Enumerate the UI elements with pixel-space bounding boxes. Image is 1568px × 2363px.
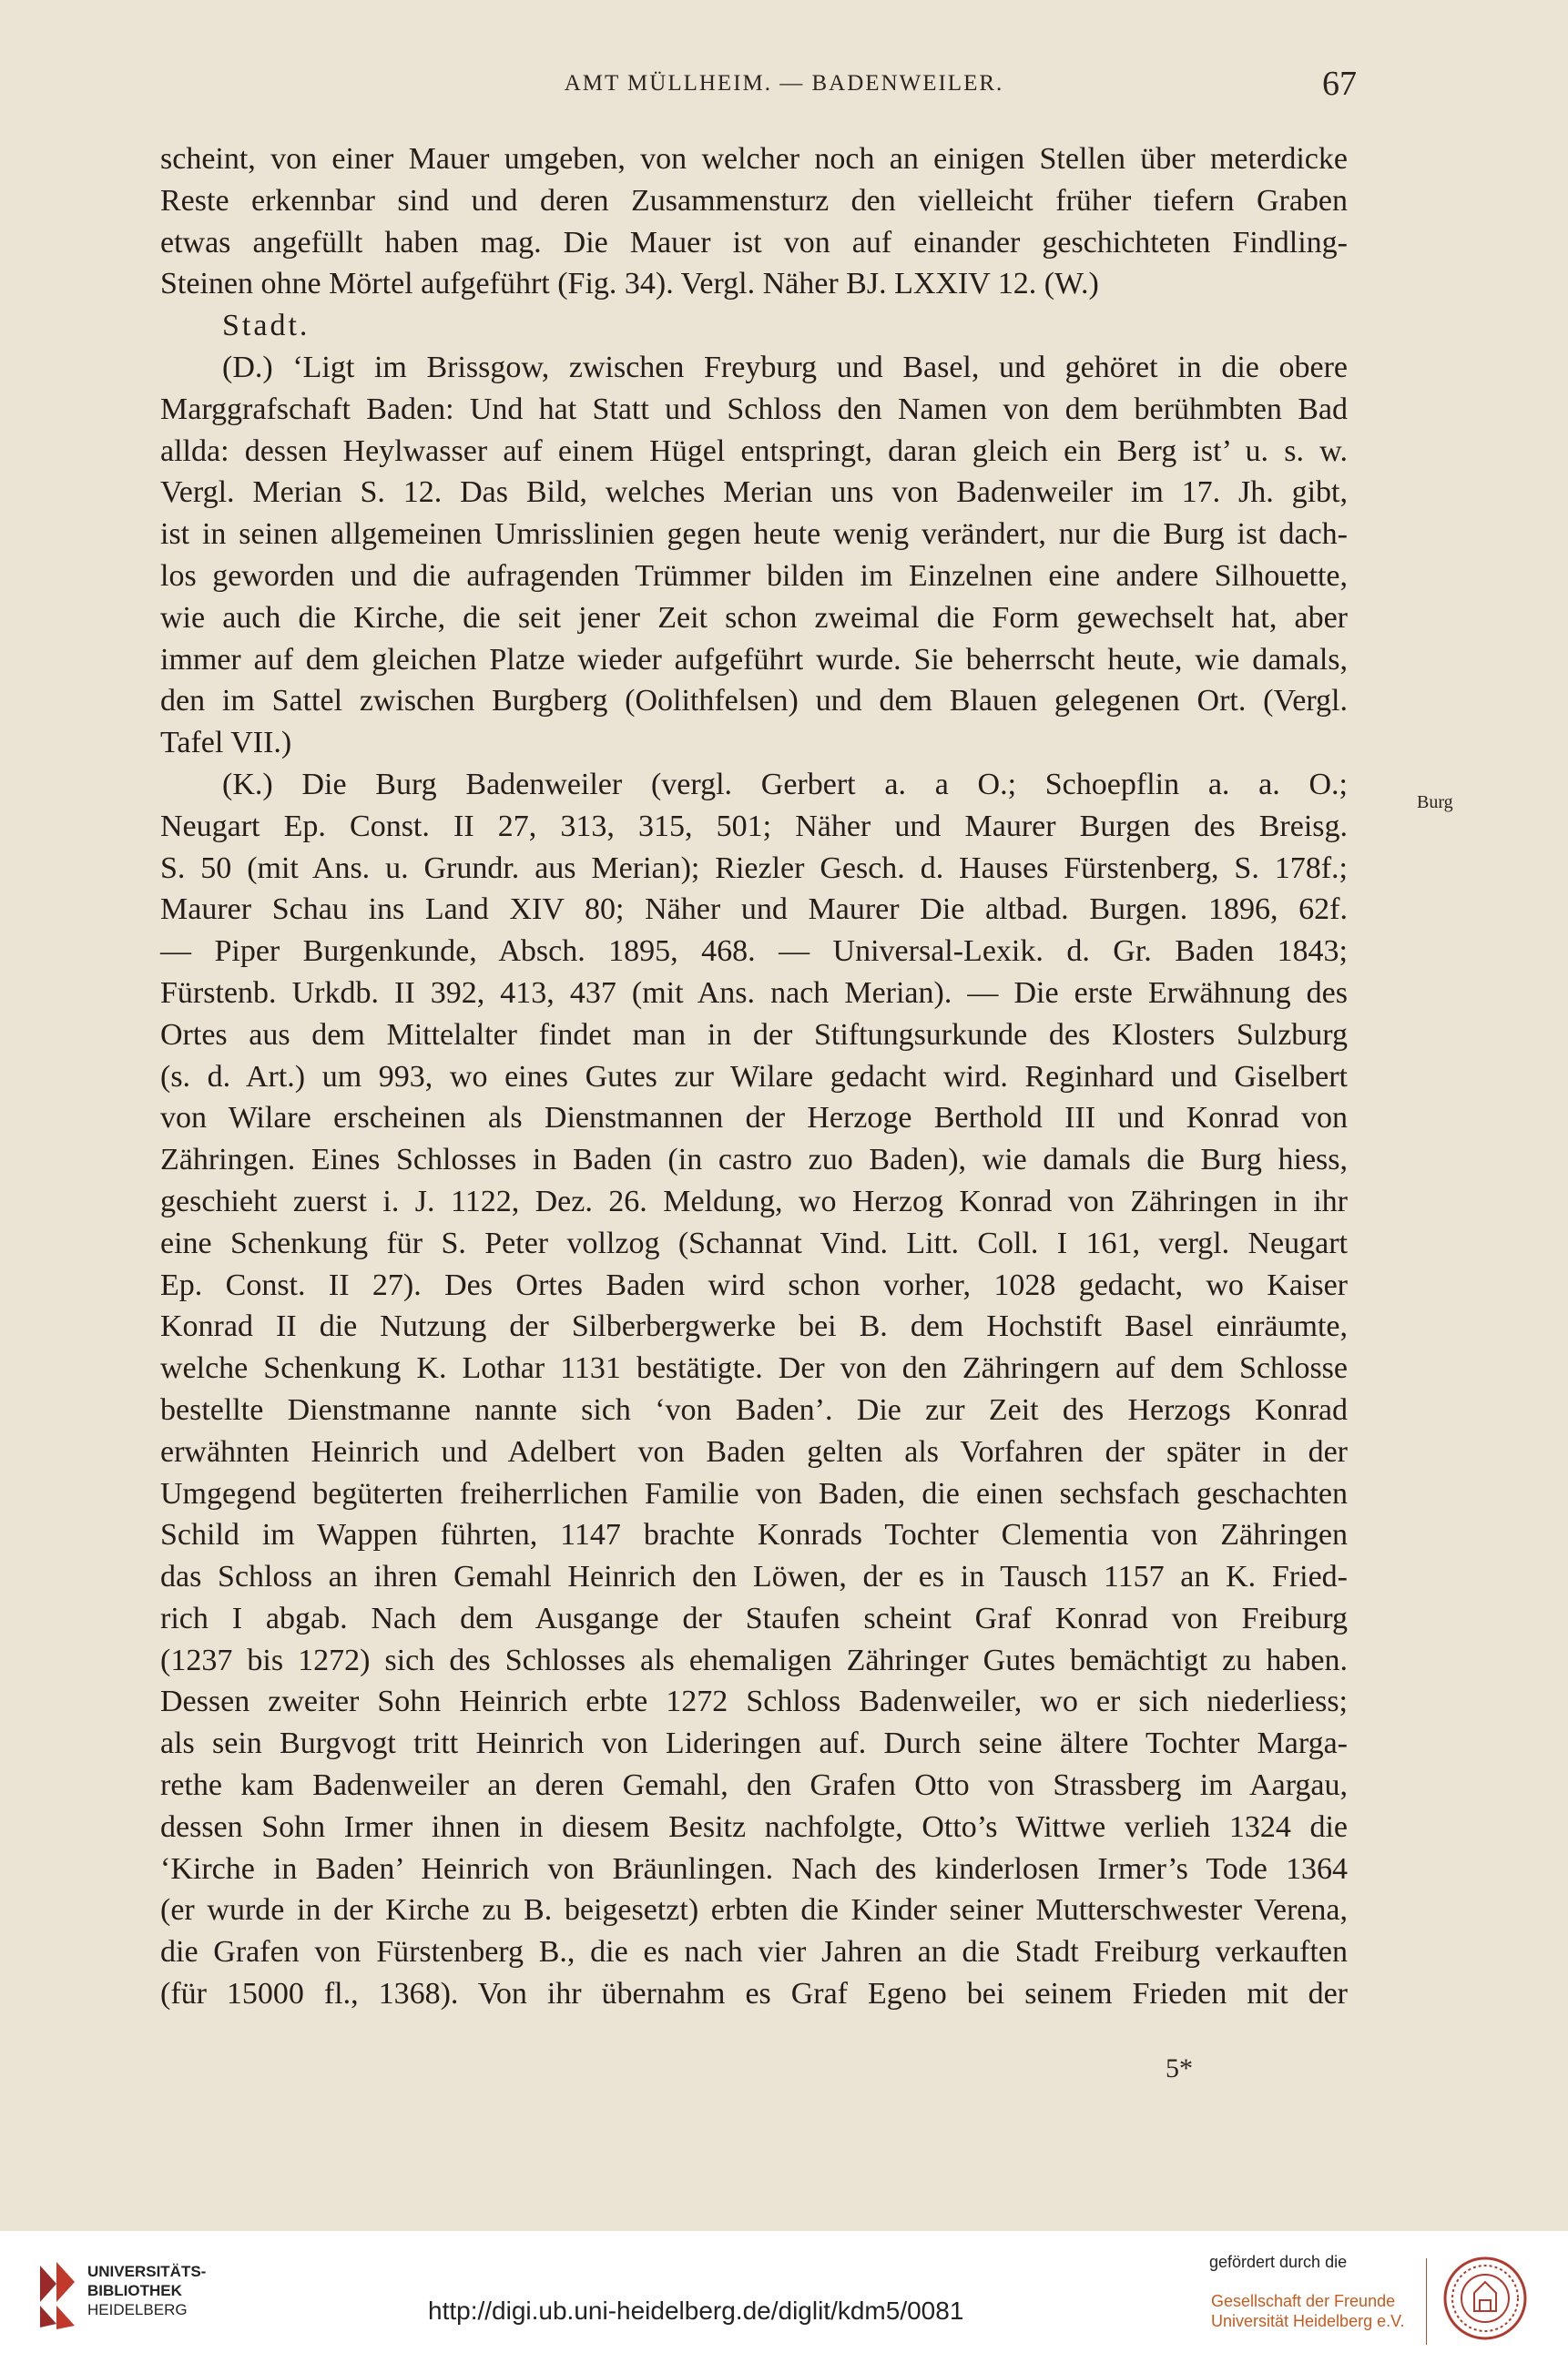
text-line: den im Sattel zwischen Burgberg (Oolithfelsen) und dem Blauen gelegenen Ort. (Vergl. xyxy=(160,684,1348,718)
text-line: Ep. Const. II 27). Des Ortes Baden wird schon vorher, 1028 gedacht, wo Kaiser xyxy=(160,1268,1348,1302)
text-line: bestellte Dienstmanne nannte sich ‘von Baden’. Die zur Zeit des Herzogs Konrad xyxy=(160,1392,1348,1427)
society-name-line: Gesellschaft der Freunde xyxy=(1211,2292,1396,2310)
text-line: rich I abgab. Nach dem Ausgange der Staufen scheint Graf Konrad von Freiburg xyxy=(160,1601,1348,1635)
library-name-line: HEIDELBERG xyxy=(87,2301,188,2318)
text-line: allda: dessen Heylwasser auf einem Hügel entspringt, daran gleich ein Berg ist’ u. s. w. xyxy=(160,433,1348,468)
text-line: Vergl. Merian S. 12. Das Bild, welches Merian uns von Badenweiler im 17. Jh. gibt, xyxy=(160,475,1348,510)
footer-divider xyxy=(1426,2258,1427,2345)
page-number: 67 xyxy=(1322,65,1357,103)
footer-bar xyxy=(0,2231,1568,2363)
text-line: etwas angefüllt haben mag. Die Mauer ist von auf einander geschichteten Findling- xyxy=(160,225,1348,260)
text-line: Konrad II die Nutzung der Silberbergwerke bei B. dem Hochstift Basel einräumte, xyxy=(160,1309,1348,1344)
text-line: (K.) Die Burg Badenweiler (vergl. Gerbert a. a O.; Schoepflin a. a. O.; xyxy=(222,767,1348,801)
text-line: Schild im Wappen führten, 1147 brachte Konrads Tochter Clementia von Zähringen xyxy=(160,1518,1348,1553)
text-line: Neugart Ep. Const. II 27, 313, 315, 501; Näher und Maurer Burgen des Breisg. xyxy=(160,809,1348,843)
text-line: ist in seinen allgemeinen Umrisslinien gegen heute wenig verändert, nur die Burg ist dach- xyxy=(160,517,1348,552)
text-line: Maurer Schau ins Land XIV 80; Näher und Maurer Die altbad. Burgen. 1896, 62f. xyxy=(160,892,1348,927)
text-line: Fürstenb. Urkdb. II 392, 413, 437 (mit Ans. nach Merian). — Die erste Erwähnung des xyxy=(160,975,1348,1010)
text-line: S. 50 (mit Ans. u. Grundr. aus Merian); Riezler Gesch. d. Hauses Fürstenberg, S. 178f.; xyxy=(160,850,1348,885)
text-line: Steinen ohne Mörtel aufgeführt (Fig. 34). Vergl. Näher BJ. LXXIV 12. (W.) xyxy=(160,267,1099,301)
text-line: (er wurde in der Kirche zu B. beigesetzt) erbten die Kinder seiner Mutterschwester Verena, xyxy=(160,1893,1348,1928)
text-line: Tafel VII.) xyxy=(160,726,292,760)
library-logo-icon xyxy=(36,2258,78,2331)
text-line: von Wilare erscheinen als Dienstmannen der Herzoge Berthold III und Konrad von xyxy=(160,1101,1348,1136)
text-line: dessen Sohn Irmer ihnen in diesem Besitz nachfolgte, Otto’s Wittwe verlieh 1324 die xyxy=(160,1809,1348,1844)
text-line: das Schloss an ihren Gemahl Heinrich den Löwen, der es in Tausch 1157 an K. Fried- xyxy=(160,1560,1348,1594)
text-line: welche Schenkung K. Lothar 1131 bestätigte. Der von den Zähringern auf dem Schlosse xyxy=(160,1351,1348,1386)
text-line: los geworden und die aufragenden Trümmer bilden im Einzelnen eine andere Silhouette, xyxy=(160,558,1348,593)
library-name xyxy=(87,2262,206,2319)
text-line: geschieht zuerst i. J. 1122, Dez. 26. Meldung, wo Herzog Konrad von Zähringen in ihr xyxy=(160,1184,1348,1218)
text-line: Umgegend begüterten freiherrlichen Familie von Baden, die einen sechsfach geschachten xyxy=(160,1476,1348,1511)
text-line: ‘Kirche in Baden’ Heinrich von Bräunlingen. Nach des kinderlosen Irmer’s Tode 1364 xyxy=(160,1851,1348,1886)
text-line: scheint, von einer Mauer umgeben, von welcher noch an einigen Stellen über meterdicke xyxy=(160,142,1348,176)
university-seal-icon xyxy=(1443,2256,1527,2340)
text-line: eine Schenkung für S. Peter vollzog (Schannat Vind. Litt. Coll. I 161, vergl. Neugart xyxy=(160,1226,1348,1260)
text-line: (für 15000 fl., 1368). Von ihr übernahm es Graf Egeno bei seinem Frieden mit der xyxy=(160,1977,1348,2012)
text-line: (s. d. Art.) um 993, wo eines Gutes zur Wilare gedacht wird. Reginhard und Giselbert xyxy=(160,1059,1348,1094)
society-name xyxy=(1211,2291,1404,2331)
text-line: — Piper Burgenkunde, Absch. 1895, 468. — Universal-Lexik. d. Gr. Baden 1843; xyxy=(160,934,1348,969)
text-line: Zähringen. Eines Schlosses in Baden (in castro zuo Baden), wie damals die Burg hiess, xyxy=(160,1143,1348,1177)
text-line: Marggrafschaft Baden: Und hat Statt und Schloss den Namen von dem berühmbten Bad xyxy=(160,392,1348,426)
text-line: Reste erkennbar sind und deren Zusammensturz den vielleicht früher tiefern Graben xyxy=(160,183,1348,218)
running-title: AMT MÜLLHEIM. — BADENWEILER. xyxy=(564,71,1004,96)
text-line: immer auf dem gleichen Platze wieder aufgeführt wurde. Sie beherrscht heute, wie damals, xyxy=(160,642,1348,677)
body-text xyxy=(160,138,1348,2015)
text-line: die Grafen von Fürstenberg B., die es nach vier Jahren an die Stadt Freiburg verkauften xyxy=(160,1935,1348,1970)
text-line: erwähnten Heinrich und Adelbert von Baden gelten als Vorfahren der später in der xyxy=(160,1434,1348,1469)
funded-by-label: gefördert durch die xyxy=(1209,2253,1348,2271)
text-line: Dessen zweiter Sohn Heinrich erbte 1272 Schloss Badenweiler, wo er sich niederliess; xyxy=(160,1685,1348,1719)
text-line: Ortes aus dem Mittelalter findet man in der Stiftungsurkunde des Klosters Sulzburg xyxy=(160,1017,1348,1052)
text-line: (1237 bis 1272) sich des Schlosses als ehemaligen Zähringer Gutes bemächtigt zu haben. xyxy=(160,1643,1348,1677)
text-line: als sein Burgvogt tritt Heinrich von Lideringen auf. Durch seine ältere Tochter Marga- xyxy=(160,1726,1348,1761)
library-name-line: BIBLIOTHEK xyxy=(87,2282,182,2299)
section-heading-stadt: Stadt. xyxy=(222,309,311,343)
signature-mark: 5* xyxy=(1166,2053,1193,2083)
library-name-line: UNIVERSITÄTS- xyxy=(87,2263,207,2280)
text-line: (D.) ‘Ligt im Brissgow, zwischen Freyburg und Basel, und gehöret in die obere xyxy=(222,350,1348,384)
text-line: rethe kam Badenweiler an deren Gemahl, den Grafen Otto von Strassberg im Aargau, xyxy=(160,1768,1348,1803)
permalink-url[interactable]: http://digi.ub.uni-heidelberg.de/diglit/kdm5/0081 xyxy=(428,2297,964,2325)
society-name-line: Universität Heidelberg e.V. xyxy=(1211,2312,1405,2330)
text-line: wie auch die Kirche, die seit jener Zeit schon zweimal die Form gewechselt hat, aber xyxy=(160,600,1348,635)
margin-note: Burg xyxy=(1417,792,1453,812)
